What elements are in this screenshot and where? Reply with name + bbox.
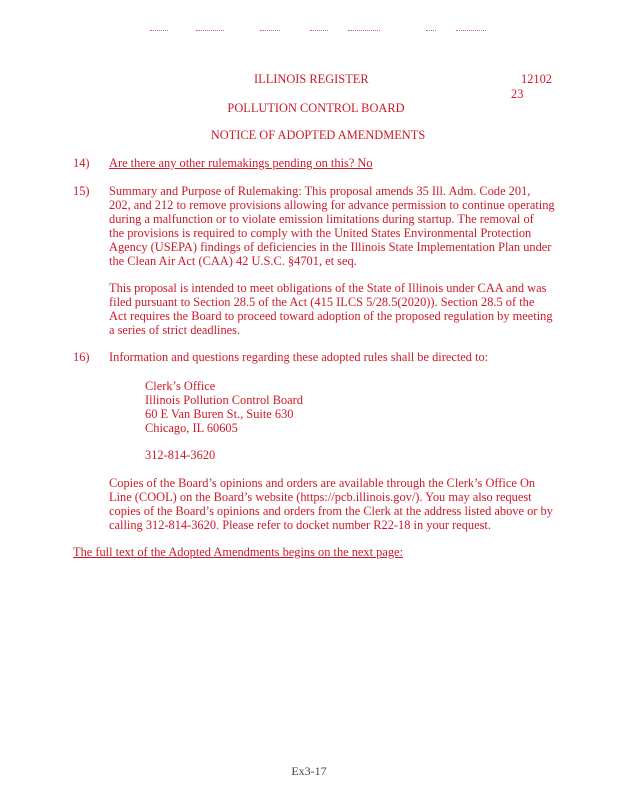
- copies-paragraph: [109, 476, 601, 532]
- item-16-number: 16): [73, 350, 90, 364]
- item-15-line: Agency (USEPA) findings of deficiencies in the Illinois State Implementation Plan under: [109, 240, 552, 254]
- top-decorative-strip: [150, 30, 490, 36]
- page-number: 12102: [521, 72, 552, 86]
- board-name: POLLUTION CONTROL BOARD: [227, 101, 405, 115]
- continuation-line: a series of strict deadlines.: [109, 323, 241, 337]
- issue-number: 23: [511, 87, 524, 101]
- notice-title: NOTICE OF ADOPTED AMENDMENTS: [210, 128, 426, 142]
- continuation-line: Act requires the Board to proceed toward adoption of the proposed regulation by meeting: [109, 309, 553, 323]
- item-15-line: the Clean Air Act (CAA) 42 U.S.C. §4701, et seq.: [109, 254, 357, 268]
- page-footer: Ex3-17: [291, 764, 327, 778]
- phone-number: 312-814-3620: [145, 448, 216, 462]
- item-15-line: the provisions is required to comply with the United States Environmental Protection: [109, 226, 532, 240]
- item-15-number: 15): [73, 184, 90, 198]
- continuation-line: filed pursuant to Section 28.5 of the Act (415 ILCS 5/28.5(2020)). Section 28.5 of the: [109, 295, 535, 309]
- item-15-continuation: [109, 281, 601, 337]
- copies-line: copies of the Board’s opinions and orders from the Clerk at the address listed above or by: [109, 504, 553, 518]
- copies-line: Line (COOL) on the Board’s website (https://pcb.illinois.gov/). You may also request: [109, 490, 532, 504]
- item-15-line: during a malfunction or to violate emission limitations during startup. The removal of: [109, 212, 534, 226]
- address-line: Chicago, IL 60605: [145, 421, 238, 435]
- item-14-number: 14): [73, 156, 90, 170]
- item-15-text: [109, 184, 601, 268]
- continuation-line: This proposal is intended to meet obligations of the State of Illinois under CAA and was: [109, 281, 547, 295]
- item-14-line: Are there any other rulemakings pending on this? No: [109, 156, 373, 170]
- contact-phone: [145, 448, 215, 462]
- copies-line: calling 312-814-3620. Please refer to docket number R22-18 in your request.: [109, 518, 491, 532]
- item-15-line: Summary and Purpose of Rulemaking: This proposal amends 35 Ill. Adm. Code 201,: [109, 184, 531, 198]
- full-text-note: The full text of the Adopted Amendments begins on the next page:: [73, 545, 404, 559]
- copies-line: Copies of the Board’s opinions and orders are available through the Clerk’s Office On: [109, 476, 536, 490]
- item-15-line: 202, and 212 to remove provisions allowing for advance permission to continue operating: [109, 198, 555, 212]
- contact-address: [145, 379, 303, 435]
- item-16-line: Information and questions regarding these adopted rules shall be directed to:: [109, 350, 489, 364]
- item-16-text: [109, 350, 601, 364]
- register-title: ILLINOIS REGISTER: [254, 72, 369, 86]
- item-14-text: [109, 156, 601, 170]
- address-line: Clerk’s Office: [145, 379, 216, 393]
- address-line: 60 E Van Buren St., Suite 630: [145, 407, 294, 421]
- address-line: Illinois Pollution Control Board: [145, 393, 303, 407]
